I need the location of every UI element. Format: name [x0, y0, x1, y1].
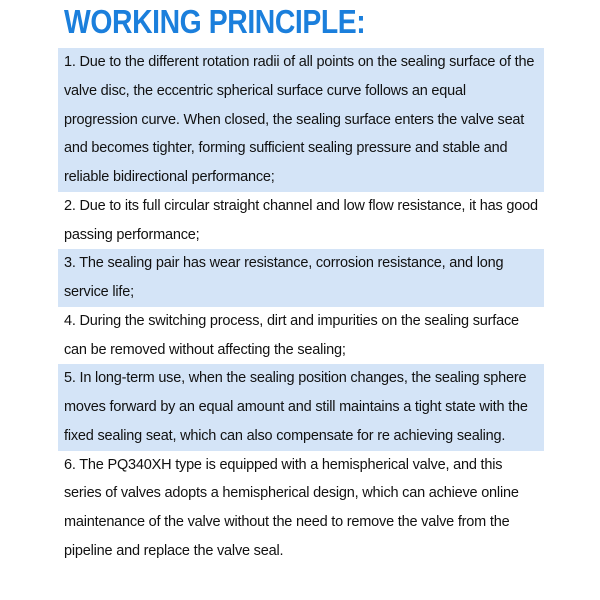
page-title: WORKING PRINCIPLE:: [64, 3, 366, 40]
principle-item-3: 3. The sealing pair has wear resistance, corrosion resistance, and long service life;: [58, 249, 544, 307]
principle-item-4: 4. During the switching process, dirt and impurities on the sealing surface can be removed without affecting the sealing;: [64, 312, 519, 358]
principle-item-2: 2. Due to its full circular straight channel and low flow resistance, it has good passing performance;: [64, 197, 538, 243]
principle-item-6: 6. The PQ340XH type is equipped with a hemispherical valve, and this series of valves adopts a hemispherical design, which can achieve online maintenance of the valve without the need to remove the valve from the pipeline and replace the valve seal.: [64, 456, 519, 559]
principle-list: [58, 48, 544, 566]
principle-item-1: 1. Due to the different rotation radii of all points on the sealing surface of the valve disc, the eccentric spherical surface curve follows an equal progression curve. When closed, the sealing surface enters the valve seat and becomes tighter, forming sufficient sealing pressure and stable and reliable bidirectional performance;: [58, 48, 544, 192]
principle-item-5: 5. In long-term use, when the sealing position changes, the sealing sphere moves forward by an equal amount and still maintains a tight state with the fixed sealing seat, which can also compensate for re achieving sealing.: [58, 364, 544, 450]
